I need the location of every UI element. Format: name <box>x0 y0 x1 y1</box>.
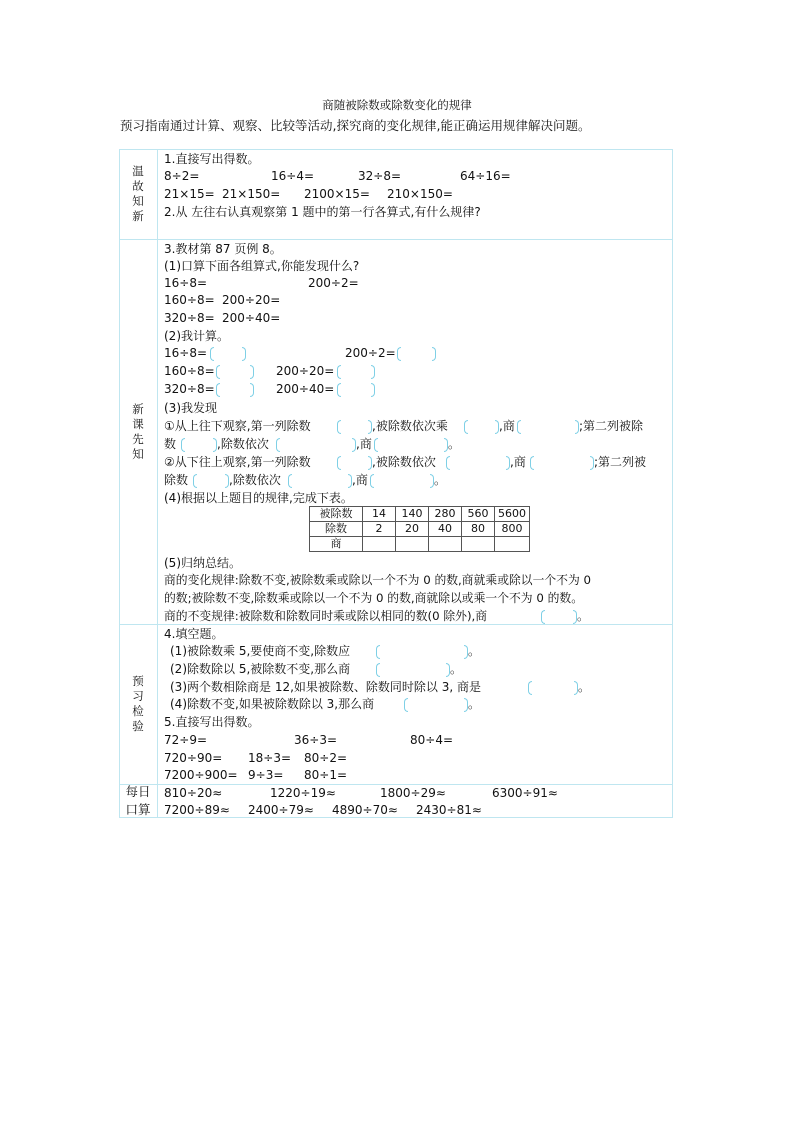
row-divider <box>119 239 673 240</box>
estimate: 2430÷81≈ <box>416 803 482 817</box>
equation: 32÷8= <box>358 169 402 183</box>
finding-text: 。 <box>448 437 461 451</box>
answer-blank[interactable] <box>376 662 450 676</box>
page-title: 商随被除数或除数变化的规律 <box>322 98 472 112</box>
equation: 200÷40= <box>276 382 335 396</box>
equation: 160÷8= <box>164 364 215 378</box>
equation: 200÷2= <box>345 346 396 360</box>
fill-question: (2)除数除以 5,被除数不变,那么商 <box>170 662 351 676</box>
answer-blank[interactable] <box>404 697 468 711</box>
equation: 320÷8= <box>164 311 215 325</box>
equation: 200÷20= <box>222 293 281 307</box>
equation: 8÷2= <box>164 169 200 183</box>
estimate: 4890÷70≈ <box>332 803 398 817</box>
equation: 72÷9= <box>164 733 208 747</box>
section-label-review: 温 故 知 新 <box>132 164 144 223</box>
finding-text: ;第二列被 <box>594 455 647 469</box>
table-cell: 140 <box>396 507 429 522</box>
part-1-prompt: (1)口算下面各组算式,你能发现什么? <box>164 259 360 273</box>
answer-blank[interactable] <box>530 455 594 469</box>
answer-blank[interactable] <box>276 437 356 451</box>
estimate: 1220÷19≈ <box>270 786 336 800</box>
equation: 9÷3= <box>248 768 284 782</box>
section-label-new-lesson: 新 课 先 知 <box>132 401 144 461</box>
answer-cell[interactable] <box>462 537 495 552</box>
row-divider <box>119 784 673 785</box>
fill-question: 。 <box>450 662 463 676</box>
finding-text: 除数 <box>164 473 189 487</box>
column-divider <box>157 149 158 818</box>
estimate: 810÷20≈ <box>164 786 223 800</box>
answer-blank[interactable] <box>446 455 510 469</box>
part-4-prompt: (4)根据以上题目的规律,完成下表。 <box>164 491 353 505</box>
question-3-title: 3.教材第 87 页例 8。 <box>164 242 282 256</box>
equation: 16÷4= <box>271 169 315 183</box>
rule-text: 的数;被除数不变,除数乘或除以一个不为 0 的数,商就除以或乘一个不为 0 的数。 <box>164 591 583 605</box>
table-cell: 20 <box>396 522 429 537</box>
answer-cell[interactable] <box>429 537 462 552</box>
answer-blank[interactable] <box>370 473 434 487</box>
answer-blank[interactable] <box>528 680 578 694</box>
finding-text: ;第二列被除 <box>579 419 644 433</box>
finding-text: ,除数依次 <box>229 473 281 487</box>
answer-blank[interactable] <box>216 364 254 378</box>
row-divider <box>119 624 673 625</box>
answer-blank[interactable] <box>193 473 229 487</box>
equation: 21×15= <box>164 187 215 201</box>
equation: 720÷90= <box>164 751 223 765</box>
finding-text: 数 <box>164 437 177 451</box>
fill-question: (1)被除数乘 5,要使商不变,除数应 <box>170 644 351 658</box>
rule-text: 商的变化规律:除数不变,被除数乘或除以一个不为 0 的数,商就乘或除以一个不为 0 <box>164 573 592 587</box>
finding-text: ①从上往下观察,第一列除数 <box>164 419 311 433</box>
table-cell: 800 <box>495 522 530 537</box>
estimate: 1800÷29≈ <box>380 786 446 800</box>
rule-text: 。 <box>577 609 590 623</box>
equation: 18÷3= <box>248 751 292 765</box>
equation: 320÷8= <box>164 382 215 396</box>
answer-blank[interactable] <box>337 419 372 433</box>
table-cell: 2 <box>363 522 396 537</box>
fill-question: 。 <box>468 644 481 658</box>
finding-text: ,被除数依次 <box>372 455 436 469</box>
answer-blank[interactable] <box>337 455 372 469</box>
estimate: 7200÷89≈ <box>164 803 230 817</box>
equation: 160÷8= <box>164 293 215 307</box>
part-3-prompt: (3)我发现 <box>164 401 217 415</box>
answer-blank[interactable] <box>181 437 217 451</box>
rule-text: 商的不变规律:被除数和除数同时乘或除以相同的数(0 除外),商 <box>164 609 488 623</box>
answer-blank[interactable] <box>464 419 499 433</box>
equation: 80÷2= <box>304 751 348 765</box>
part-5-prompt: (5)归纳总结。 <box>164 556 241 570</box>
finding-text: ,商 <box>499 419 515 433</box>
equation: 21×150= <box>222 187 281 201</box>
answer-blank[interactable] <box>337 382 375 396</box>
equation: 7200÷900= <box>164 768 238 782</box>
answer-blank[interactable] <box>397 346 436 360</box>
table-cell: 560 <box>462 507 495 522</box>
question-5-title: 5.直接写出得数。 <box>164 715 260 729</box>
finding-text: ,除数依次 <box>217 437 269 451</box>
equation: 16÷8= <box>164 346 208 360</box>
table-cell: 40 <box>429 522 462 537</box>
answer-blank[interactable] <box>517 419 579 433</box>
table-cell: 除数 <box>310 522 363 537</box>
table-cell: 280 <box>429 507 462 522</box>
equation: 200÷40= <box>222 311 281 325</box>
fill-question: 。 <box>468 697 481 711</box>
answer-blank[interactable] <box>288 473 352 487</box>
equation: 200÷2= <box>308 276 359 290</box>
equation: 80÷4= <box>410 733 454 747</box>
fill-question: (3)两个数相除商是 12,如果被除数、除数同时除以 3, 商是 <box>170 680 481 694</box>
question-1-title: 1.直接写出得数。 <box>164 152 260 166</box>
finding-text: ②从下往上观察,第一列除数 <box>164 455 311 469</box>
table-cell: 80 <box>462 522 495 537</box>
equation: 2100×15= <box>304 187 370 201</box>
answer-cell[interactable] <box>495 537 530 552</box>
equation: 80÷1= <box>304 768 348 782</box>
finding-text: 。 <box>434 473 447 487</box>
equation: 36÷3= <box>294 733 338 747</box>
table-cell: 14 <box>363 507 396 522</box>
section-label-check: 预 习 检 验 <box>132 674 144 733</box>
answer-blank[interactable] <box>541 609 577 623</box>
equation: 64÷16= <box>460 169 511 183</box>
answer-blank[interactable] <box>337 364 375 378</box>
question-4-title: 4.填空题。 <box>164 627 224 641</box>
finding-text: ,商 <box>356 437 372 451</box>
table-cell: 被除数 <box>310 507 363 522</box>
answer-blank[interactable] <box>374 437 448 451</box>
estimate: 6300÷91≈ <box>492 786 558 800</box>
equation: 16÷8= <box>164 276 208 290</box>
section-label-daily: 每日 口算 <box>125 784 151 817</box>
quotient-table <box>309 506 530 552</box>
finding-text: ,商 <box>352 473 368 487</box>
part-2-prompt: (2)我计算。 <box>164 329 229 343</box>
question-2: 2.从 左往右认真观察第 1 题中的第一行各算式,有什么规律? <box>164 205 481 219</box>
finding-text: ,被除数依次乘 <box>372 419 448 433</box>
fill-question: (4)除数不变,如果被除数除以 3,那么商 <box>170 697 375 711</box>
finding-text: ,商 <box>510 455 526 469</box>
answer-blank[interactable] <box>216 382 254 396</box>
table-cell: 商 <box>310 537 363 552</box>
estimate: 2400÷79≈ <box>248 803 314 817</box>
table-cell: 5600 <box>495 507 530 522</box>
fill-question: 。 <box>578 680 591 694</box>
equation: 210×150= <box>387 187 453 201</box>
preview-guide: 预习指南通过计算、观察、比较等活动,探究商的变化规律,能正确运用规律解决问题。 <box>120 118 591 133</box>
equation: 200÷20= <box>276 364 335 378</box>
answer-blank[interactable] <box>376 644 468 658</box>
answer-blank[interactable] <box>210 346 246 360</box>
answer-cell[interactable] <box>363 537 396 552</box>
answer-cell[interactable] <box>396 537 429 552</box>
